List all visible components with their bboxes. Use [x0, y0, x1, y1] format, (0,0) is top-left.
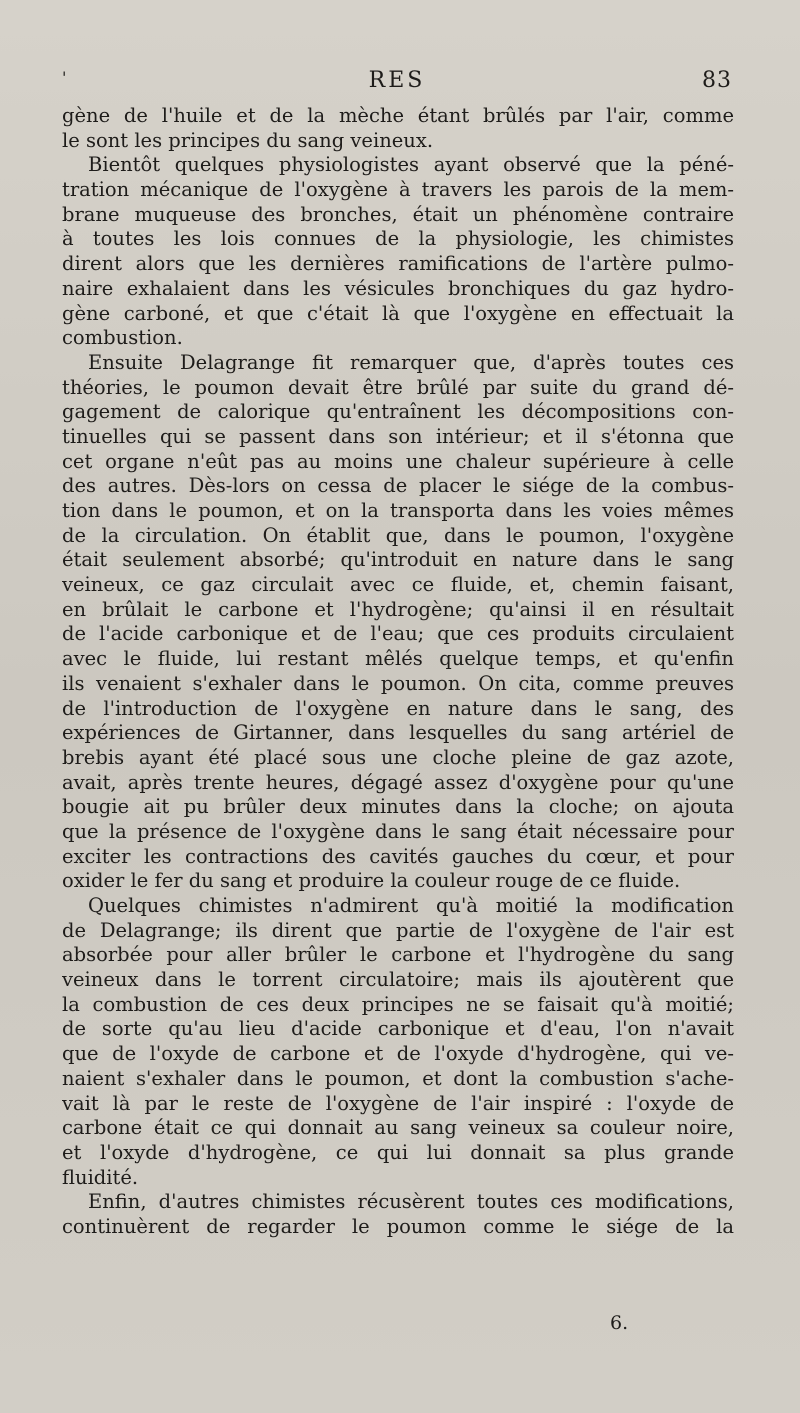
text-line: vait là par le reste de l'oxygène de l'air inspiré : l'oxyde de — [62, 1091, 734, 1115]
text-line: en brûlait le carbone et l'hydrogène; qu'ainsi il en résultait — [62, 597, 734, 621]
text-line: veineux dans le torrent circulatoire; mais ils ajoutèrent que — [62, 968, 734, 992]
text-line: était seulement absorbé; qu'introduit en nature dans le sang — [62, 548, 734, 572]
text-line: avec le fluide, lui restant mêlés quelque temps, et qu'enfin — [62, 647, 734, 671]
text-line: gagement de calorique qu'entraînent les décompositions con- — [62, 400, 734, 424]
text-line: la combustion de ces deux principes ne se faisait qu'à moitié; — [62, 992, 734, 1016]
text-line: continuèrent de regarder le poumon comme le siége de la — [62, 1214, 734, 1238]
text-line: de l'acide carbonique et de l'eau; que ces produits circulaient — [62, 622, 734, 646]
text-line: oxider le fer du sang et produire la couleur rouge de ce fluide. — [62, 869, 681, 893]
text-line: ils venaient s'exhaler dans le poumon. On cita, comme preuves — [62, 671, 734, 695]
text-line: brane muqueuse des bronches, était un phénomène contraire — [62, 202, 734, 226]
text-line: de la circulation. On établit que, dans le poumon, l'oxygène — [62, 523, 734, 547]
head-mark: ' — [62, 68, 68, 87]
text-line: Bientôt quelques physiologistes ayant observé que la péné- — [88, 153, 734, 177]
text-line: dirent alors que les dernières ramifications de l'artère pulmo- — [62, 252, 734, 276]
text-line: exciter les contractions des cavités gauches du cœur, et pour — [62, 844, 734, 868]
text-line: de sorte qu'au lieu d'acide carbonique et d'eau, l'on n'avait — [62, 1017, 734, 1041]
text-line: Quelques chimistes n'admirent qu'à moitié la modification — [88, 894, 734, 917]
text-line: brebis ayant été placé sous une cloche pleine de gaz azote, — [62, 745, 734, 769]
text-line: naient s'exhaler dans le poumon, et dont la combustion s'ache- — [62, 1066, 734, 1090]
text-line: des autres. Dès-lors on cessa de placer le siége de la combus- — [62, 474, 734, 498]
text-line: fluidité. — [62, 1165, 139, 1189]
text-line: naire exhalaient dans les vésicules bronchiques du gaz hydro- — [62, 276, 734, 300]
text-line: tration mécanique de l'oxygène à travers les parois de la mem- — [62, 178, 734, 202]
text-line: veineux, ce gaz circulait avec ce fluide, et, chemin faisant, — [62, 573, 734, 597]
text-line: Ensuite Delagrange fit remarquer que, d'après toutes ces — [88, 350, 734, 374]
text-line: tinuelles qui se passent dans son intérieur; et il s'étonna que — [62, 424, 734, 448]
text-line: avait, après trente heures, dégagé assez d'oxygène pour qu'une — [62, 770, 734, 794]
text-line: que de l'oxyde de carbone et de l'oxyde d'hydrogène, qui ve- — [62, 1042, 734, 1066]
running-head — [62, 68, 732, 98]
text-line: absorbée pour aller brûler le carbone et l'hydrogène du sang — [62, 943, 734, 967]
text-line: tion dans le poumon, et on la transporta dans les voies mêmes — [62, 499, 734, 522]
text-line: expériences de Girtanner, dans lesquelles du sang artériel de — [62, 721, 734, 745]
text-line: théories, le poumon devait être brûlé par suite du grand dé- — [62, 375, 734, 399]
text-line: gène de l'huile et de la mèche étant brûlés par l'air, comme — [62, 104, 734, 127]
text-line: de l'introduction de l'oxygène en nature dans le sang, des — [62, 696, 734, 720]
text-line: à toutes les lois connues de la physiologie, les chimistes — [62, 227, 734, 251]
text-line: de Delagrange; ils dirent que partie de l'oxygène de l'air est — [62, 918, 734, 942]
signature-mark: 6. — [610, 1312, 629, 1334]
text-line: Enfin, d'autres chimistes récusèrent toutes ces modifications, — [88, 1190, 734, 1214]
text-line: gène carboné, et que c'était là que l'oxygène en effectuait la — [62, 301, 734, 325]
text-line: carbone était ce qui donnait au sang veineux sa couleur noire, — [62, 1116, 734, 1140]
text-line: le sont les principes du sang veineux. — [62, 128, 434, 152]
page-number: 83 — [702, 68, 732, 93]
text-line: combustion. — [62, 326, 183, 350]
text-line: bougie ait pu brûler deux minutes dans la cloche; on ajouta — [62, 795, 734, 819]
running-title: RES — [368, 68, 426, 93]
text-line: que la présence de l'oxygène dans le sang était nécessaire pour — [62, 819, 734, 843]
body-text — [62, 104, 734, 1240]
text-line: et l'oxyde d'hydrogène, ce qui lui donnait sa plus grande — [62, 1140, 734, 1164]
text-line: cet organe n'eût pas au moins une chaleur supérieure à celle — [62, 449, 734, 473]
